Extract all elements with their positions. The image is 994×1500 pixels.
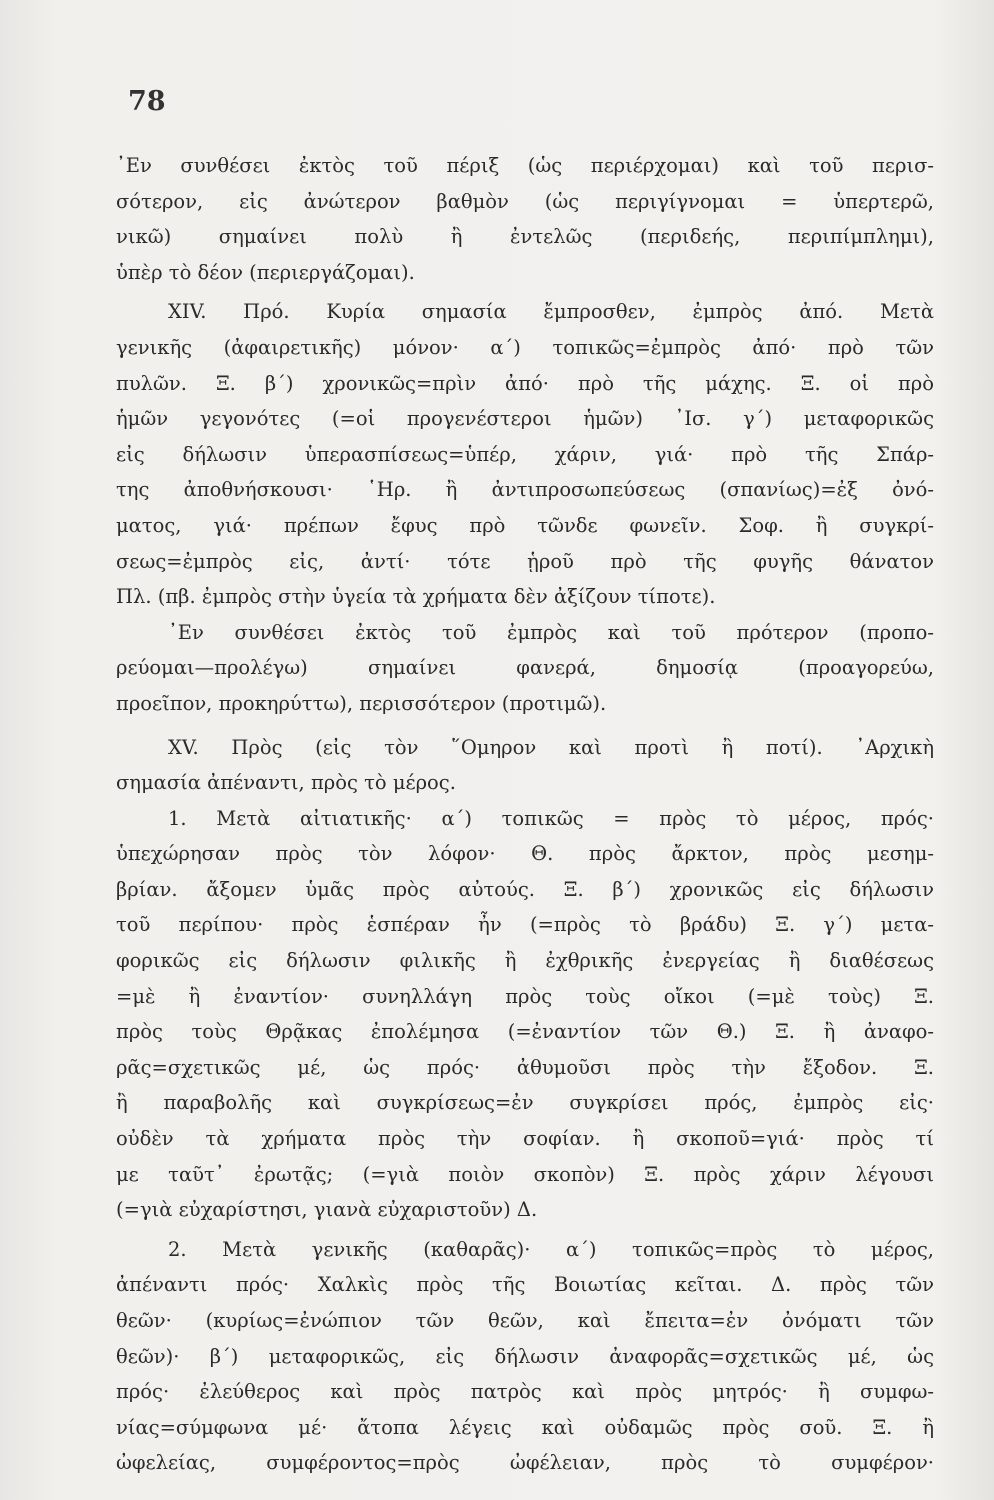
text-line: ἡμῶν γεγονότες (=οἱ προγενέστεροι ἡμῶν) ᾿Ισ. γ΄) μεταφορικῶς [116, 407, 934, 431]
text-line: (=γιὰ εὐχαρίστησι, γιανὰ εὐχαριστοῦν) Δ. [116, 1198, 538, 1222]
text-line: 2. Μετὰ γενικῆς (καθαρᾶς)· α΄) τοπικῶς=πρὸς τὸ μέρος, [168, 1237, 934, 1261]
text-line: νικῶ) σημαίνει πολὺ ἢ ἐντελῶς (περιδεής, περιπίμπλημι), [116, 225, 934, 249]
text-line: πυλῶν. Ξ. β΄) χρονικῶς=πρὶν ἀπό· πρὸ τῆς μάχης. Ξ. οἱ πρὸ [116, 371, 934, 395]
text-line: ἢ παραβολῆς καὶ συγκρίσεως=ἐν συγκρίσει πρός, ἐμπρὸς εἰς· [116, 1091, 934, 1115]
text-line: ᾿Εν συνθέσει ἐκτὸς τοῦ ἐμπρὸς καὶ τοῦ πρότερον (προπο- [168, 620, 934, 644]
text-line: φορικῶς εἰς δήλωσιν φιλικῆς ἢ ἐχθρικῆς ἐνεργείας ἢ διαθέσεως [116, 949, 934, 973]
text-line: ὠφελείας, συμφέροντος=πρὸς ὠφέλειαν, πρὸς τὸ συμφέρον· [116, 1451, 934, 1475]
text-line: πρὸς τοὺς Θρᾷκας ἐπολέμησα (=ἐναντίον τῶν Θ.) Ξ. ἢ ἀναφο- [116, 1020, 934, 1044]
text-line: θεῶν· (κυρίως=ἐνώπιον τῶν θεῶν, καὶ ἔπειτα=ἐν ὀνόματι τῶν [116, 1309, 934, 1332]
text-line: =μὲ ἢ ἐναντίον· συνηλλάγη πρὸς τοὺς οἴκοι (=μὲ τοὺς) Ξ. [116, 984, 934, 1008]
text-line: ᾿Εν συνθέσει ἐκτὸς τοῦ πέριξ (ὡς περιέρχομαι) καὶ τοῦ περισ- [116, 154, 934, 177]
text-line: πρός· ἐλεύθερος καὶ πρὸς πατρὸς καὶ πρὸς μητρός· ἢ συμφω- [116, 1380, 934, 1404]
text-line: σότερον, εἰς ἀνώτερον βαθμὸν (ὡς περιγίγνομαι = ὑπερτερῶ, [116, 189, 934, 213]
text-line: ματος, γιά· πρέπων ἔφυς πρὸ τῶνδε φωνεῖν. Σοφ. ἢ συγκρί- [116, 513, 934, 537]
section-heading-line: XIV. Πρό. Κυρία σημασία ἔμπροσθεν, ἐμπρὸς ἀπό. Μετὰ [168, 300, 934, 324]
section-heading-line: XV. Πρὸς (εἰς τὸν ῞Ομηρον καὶ προτὶ ἢ ποτί). ᾿Αρχικὴ [168, 735, 934, 759]
text-line: εἰς δήλωσιν ὑπερασπίσεως=ὑπέρ, χάριν, γιά· πρὸ τῆς Σπάρ- [116, 442, 934, 466]
text-line: βρίαν. ἄξομεν ὑμᾶς πρὸς αὐτούς. Ξ. β΄) χρονικῶς εἰς δήλωσιν [116, 877, 934, 901]
text-line: γενικῆς (ἀφαιρετικῆς) μόνον· α΄) τοπικῶς=ἐμπρὸς ἀπό· πρὸ τῶν [116, 335, 934, 359]
text-line: ὑπὲρ τὸ δέον (περιεργάζομαι). [116, 260, 415, 284]
text-line: ρεύομαι—προλέγω) σημαίνει φανερά, δημοσίᾳ (προαγορεύω, [116, 656, 934, 680]
text-line: της ἀποθνήσκουσι· ῾Ηρ. ἢ ἀντιπροσωπεύσεως (σπανίως)=ἐξ ὀνό- [116, 478, 934, 502]
body-text [116, 148, 934, 1481]
text-line: οὐδὲν τὰ χρήματα πρὸς τὴν σοφίαν. ἢ σκοποῦ=γιά· πρὸς τί [116, 1127, 934, 1151]
text-line: Πλ. (πβ. ἐμπρὸς στὴν ὑγεία τὰ χρήματα δὲν ἀξίζουν τίποτε). [116, 585, 716, 609]
text-line: ἀπέναντι πρός· Χαλκὶς πρὸς τῆς Βοιωτίας κεῖται. Δ. πρὸς τῶν [116, 1273, 934, 1297]
text-line: ὑπεχώρησαν πρὸς τὸν λόφον· Θ. πρὸς ἄρκτον, πρὸς μεσημ- [116, 842, 934, 866]
text-line: σημασία ἀπέναντι, πρὸς τὸ μέρος. [116, 771, 456, 795]
text-line: θεῶν)· β΄) μεταφορικῶς, εἰς δήλωσιν ἀναφορᾶς=σχετικῶς μέ, ὡς [116, 1344, 934, 1368]
text-line: 1. Μετὰ αἰτιατικῆς· α΄) τοπικῶς = πρὸς τὸ μέρος, πρός· [168, 806, 934, 830]
text-line: ρᾶς=σχετικῶς μέ, ὡς πρός· ἀθυμοῦσι πρὸς τὴν ἔξοδον. Ξ. [116, 1055, 934, 1079]
text-line: νίας=σύμφωνα μέ· ἄτοπα λέγεις καὶ οὐδαμῶς πρὸς σοῦ. Ξ. ἢ [116, 1415, 934, 1439]
text-line: με ταῦτ᾿ ἐρωτᾷς; (=γιὰ ποιὸν σκοπὸν) Ξ. πρὸς χάριν λέγουσι [116, 1162, 934, 1186]
text-line: σεως=ἐμπρὸς εἰς, ἀντί· τότε ᾑροῦ πρὸ τῆς φυγῆς θάνατον [116, 549, 934, 573]
text-line: τοῦ περίπου· πρὸς ἑσπέραν ἦν (=πρὸς τὸ βράδυ) Ξ. γ΄) μετα- [116, 913, 934, 937]
page-number: 78 [128, 86, 166, 117]
text-line: προεῖπον, προκηρύττω), περισσότερον (προτιμῶ). [116, 691, 607, 715]
